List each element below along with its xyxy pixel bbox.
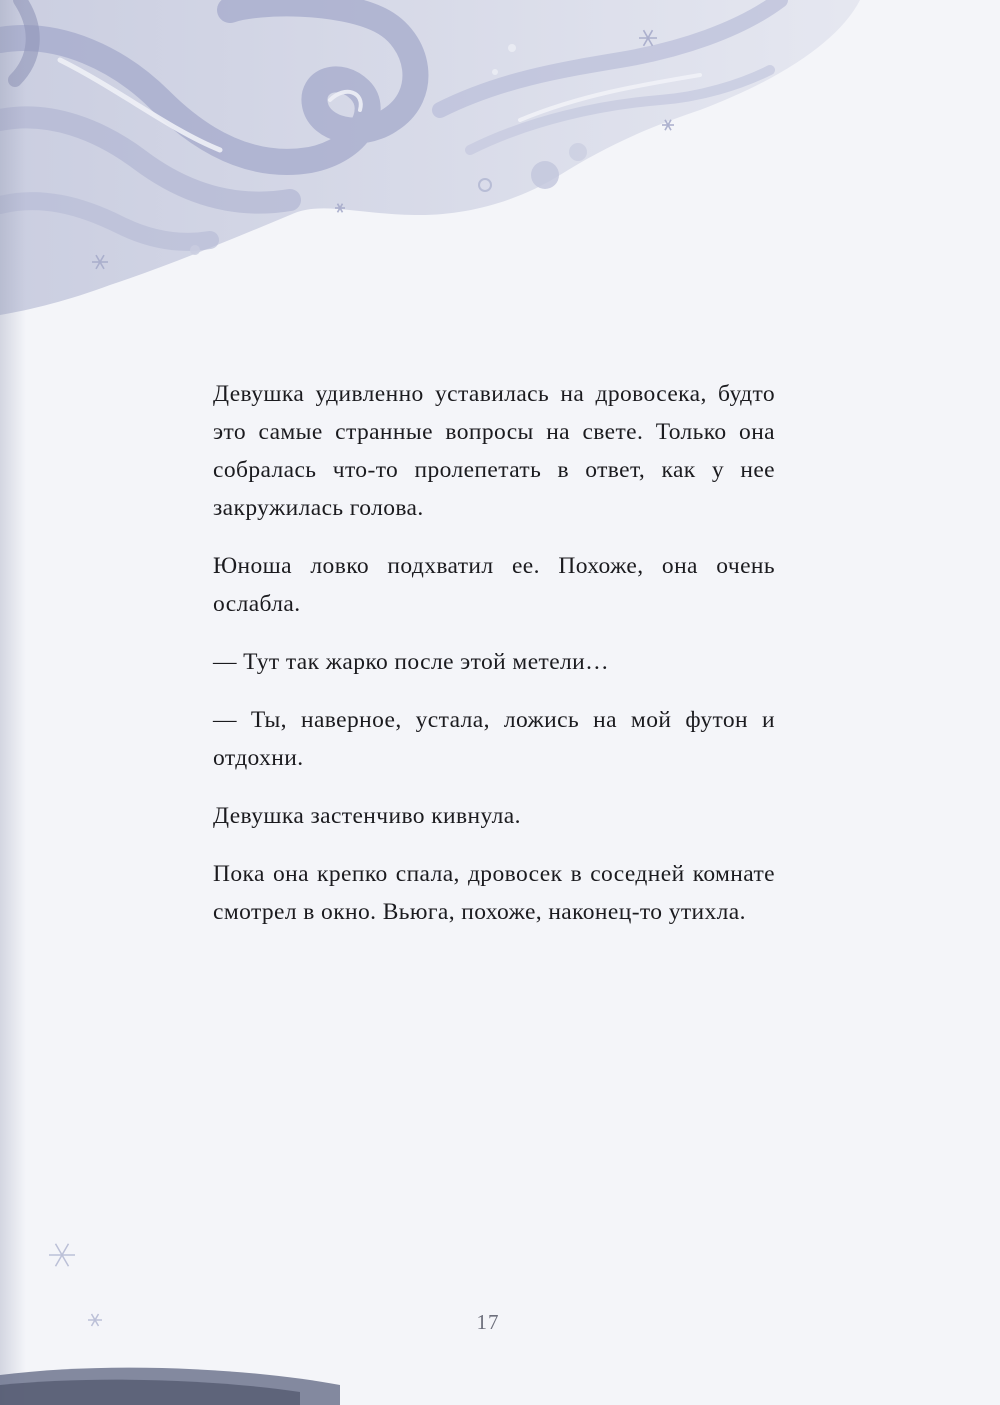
paragraph: Юноша ловко подхватил ее. Похоже, она очень ослабла. bbox=[213, 553, 775, 617]
story-text bbox=[213, 375, 775, 951]
paragraph: Девушка застенчиво кивнула. bbox=[213, 803, 521, 829]
page-number: 17 bbox=[476, 1310, 500, 1334]
bottom-corner-illustration bbox=[0, 1180, 1000, 1405]
paragraph: Девушка удивленно уставилась на дровосека, будто это самые странные вопросы на свете. Только она собралась что-то пролепетать в ответ, как у нее закружилась голова. bbox=[213, 381, 775, 521]
snow-swirl-illustration bbox=[0, 0, 1000, 330]
paragraph: — Тут так жарко после этой метели… bbox=[213, 649, 610, 675]
paragraph: Пока она крепко спала, дровосек в соседней комнате смотрел в окно. Вьюга, похоже, наконец-то утихла. bbox=[213, 861, 775, 925]
paragraph: — Ты, наверное, устала, ложись на мой футон и отдохни. bbox=[213, 707, 775, 771]
